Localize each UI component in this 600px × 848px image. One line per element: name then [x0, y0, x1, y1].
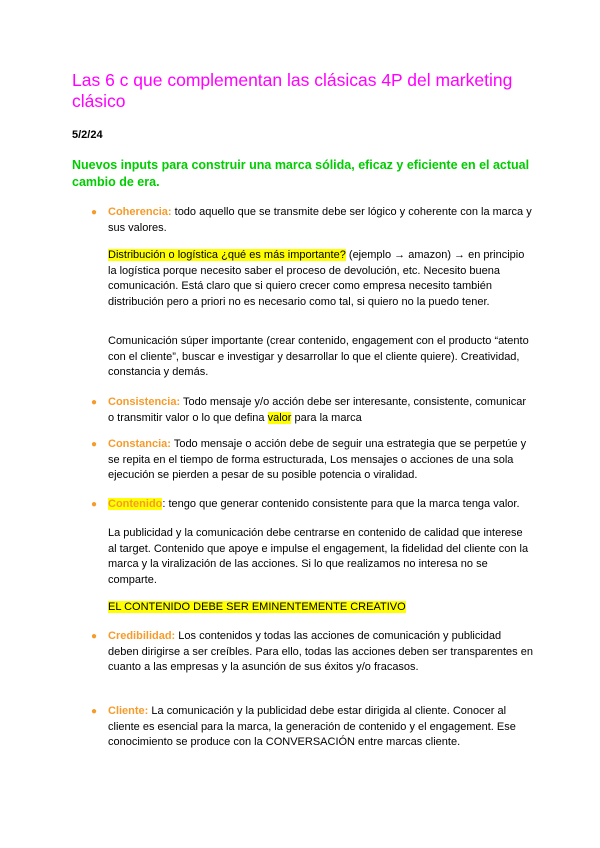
text-distribucion: (ejemplo → amazon) → en principio la logística porque necesito saber el proceso de devolución, etc. Necesito buena comunicación. Está claro que si quiero crecer como empresa necesito también distribución pero a priori no es necesario como tal, si quiero no la puedo tener.	[108, 249, 525, 308]
highlight-valor: valor	[267, 411, 292, 424]
document-subtitle: Nuevos inputs para construir una marca sólida, eficaz y eficiente en el actual cambio de era.	[72, 158, 530, 189]
term-credibilidad: Credibilidad:	[108, 630, 176, 642]
list-item-constancia	[91, 437, 533, 484]
document-title: Las 6 c que complementan las clásicas 4P del marketing clásico	[72, 70, 513, 111]
term-constancia: Constancia:	[108, 438, 171, 450]
text-coherencia: todo aquello que se transmite debe ser lógico y coherente con la marca y sus valores.	[108, 206, 532, 234]
bullet-icon: ●	[91, 439, 98, 450]
bullet-icon: ●	[91, 631, 98, 642]
bullet-icon: ●	[91, 207, 98, 218]
term-cliente: Cliente:	[108, 705, 149, 717]
text-constancia: Todo mensaje o acción debe de seguir una estrategia que se perpetúe y se repita en el tiempo de forma estructurada, Los mensajes o acciones de una sola ejecución se pierden a pesar de su posible potencia o viralidad.	[108, 438, 527, 481]
bullet-icon: ●	[91, 499, 98, 510]
bullet-icon: ●	[91, 706, 98, 717]
term-contenido: Contenido	[108, 498, 163, 510]
list-item-contenido	[91, 497, 533, 513]
list-item-cliente	[91, 704, 533, 751]
document-date: 5/2/24	[72, 129, 103, 141]
bullet-icon: ●	[91, 397, 98, 408]
text-consistencia-after: para la marca	[291, 411, 362, 424]
highlight-creativo: EL CONTENIDO DEBE SER EMINENTEMENTE CREATIVO	[108, 601, 406, 613]
list-item-consistencia	[91, 395, 533, 426]
list-item-coherencia	[91, 205, 533, 236]
paragraph-comunicacion: Comunicación súper importante (crear contenido, engagement con el producto “atento con el cliente”, buscar e investigar y desarrollar lo que el cliente quiere). Creatividad, constancia y demás.	[108, 335, 529, 378]
term-coherencia: Coherencia:	[108, 206, 172, 218]
term-consistencia: Consistencia:	[108, 396, 181, 408]
text-contenido: : tengo que generar contenido consistente para que la marca tenga valor.	[162, 498, 520, 510]
text-credibilidad: Los contenidos y todas las acciones de comunicación y publicidad deben dirigirse a ser creíbles. Para ello, todas las acciones deben ser transparentes en cuanto a las empresas y la asunción de sus éxitos y/o fracasos.	[108, 630, 533, 673]
highlight-distribucion: Distribución o logística ¿qué es más importante?	[108, 249, 346, 261]
text-cliente: La comunicación y la publicidad debe estar dirigida al cliente. Conocer al cliente es esencial para la marca, la generación de contenido y el engagement. Ese conocimiento se produce con la CONVERSACIÓN entre marcas cliente.	[108, 705, 516, 748]
paragraph-creativo	[108, 600, 533, 616]
list-item-credibilidad	[91, 629, 533, 676]
paragraph-distribucion	[108, 248, 533, 310]
text-consistencia-before: Todo mensaje y/o acción debe ser interesante, consistente, comunicar o transmitir valor o lo que defina	[108, 396, 527, 424]
paragraph-publicidad: La publicidad y la comunicación debe centrarse en contenido de calidad que interese al target. Contenido que apoye e impulse el engagement, la fidelidad del cliente con la marca y la viralización de las acciones. Si lo que realizamos no interesa no se comparte.	[108, 527, 529, 586]
